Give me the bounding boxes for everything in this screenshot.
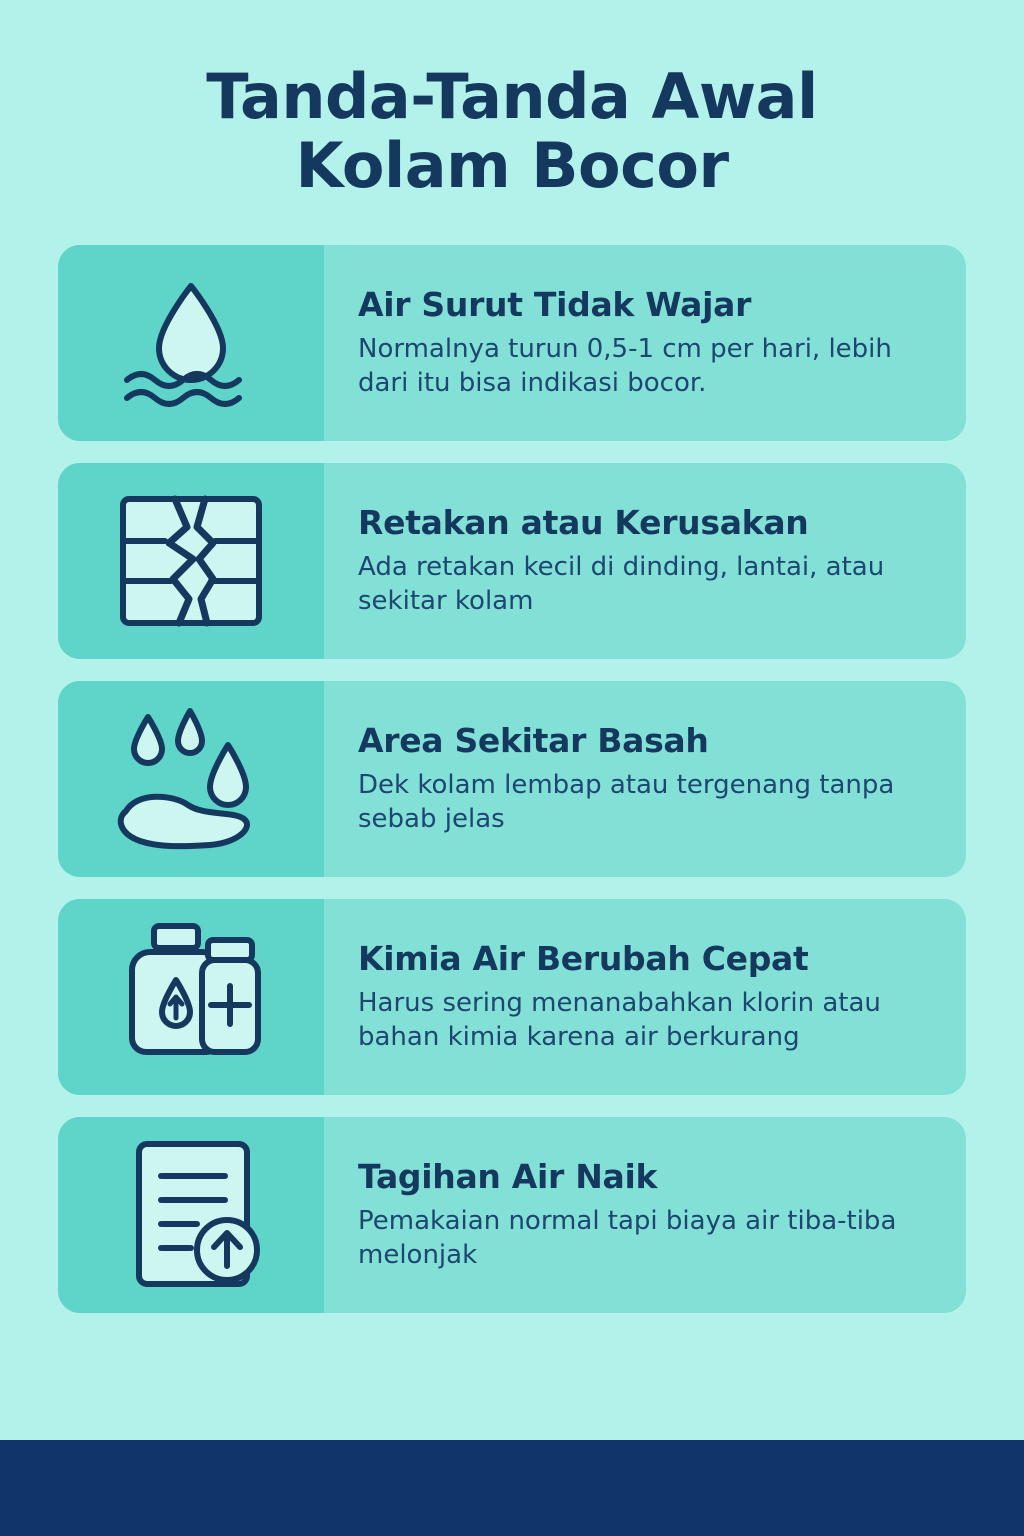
- list-item: [58, 899, 966, 1095]
- list-item: [58, 463, 966, 659]
- item-description: Normalnya turun 0,5-1 cm per hari, lebih dari itu bisa indikasi bocor.: [358, 333, 892, 398]
- item-description: Pemakaian normal tapi biaya air tiba-tiba melonjak: [358, 1205, 897, 1270]
- item-description: Harus sering menanabahkan klorin atau bahan kimia karena air berkurang: [358, 987, 881, 1052]
- chemical-bottles-icon: [96, 914, 286, 1079]
- water-puddle-icon: [96, 699, 286, 859]
- list-item: [58, 1117, 966, 1313]
- item-title: Tagihan Air Naik: [358, 1156, 658, 1196]
- icon-panel: [58, 463, 324, 659]
- bill-arrow-up-icon: [101, 1132, 281, 1297]
- page-title: [0, 0, 1024, 201]
- item-title: Area Sekitar Basah: [358, 720, 709, 760]
- card-body: [324, 899, 966, 1095]
- icon-panel: [58, 681, 324, 877]
- item-title: Retakan atau Kerusakan: [358, 502, 809, 542]
- item-description: Ada retakan kecil di dinding, lantai, atau sekitar kolam: [358, 551, 885, 616]
- item-description: Dek kolam lembap atau tergenang tanpa sebab jelas: [358, 769, 895, 834]
- item-title: Kimia Air Berubah Cepat: [358, 938, 809, 978]
- item-title: Air Surut Tidak Wajar: [358, 284, 752, 324]
- icon-panel: [58, 899, 324, 1095]
- card-body: [324, 1117, 966, 1313]
- icon-panel: [58, 245, 324, 441]
- card-body: [324, 245, 966, 441]
- card-body: [324, 681, 966, 877]
- icon-panel: [58, 1117, 324, 1313]
- sign-list: [0, 245, 1024, 1313]
- page-title-line-1: Tanda-Tanda Awal: [206, 60, 818, 133]
- water-drop-waves-icon: [101, 268, 281, 418]
- page-title-line-2: Kolam Bocor: [295, 129, 729, 203]
- card-body: [324, 463, 966, 659]
- list-item: [58, 681, 966, 877]
- list-item: [58, 245, 966, 441]
- cracked-tile-icon: [101, 481, 281, 641]
- footer-bar: [0, 1440, 1024, 1536]
